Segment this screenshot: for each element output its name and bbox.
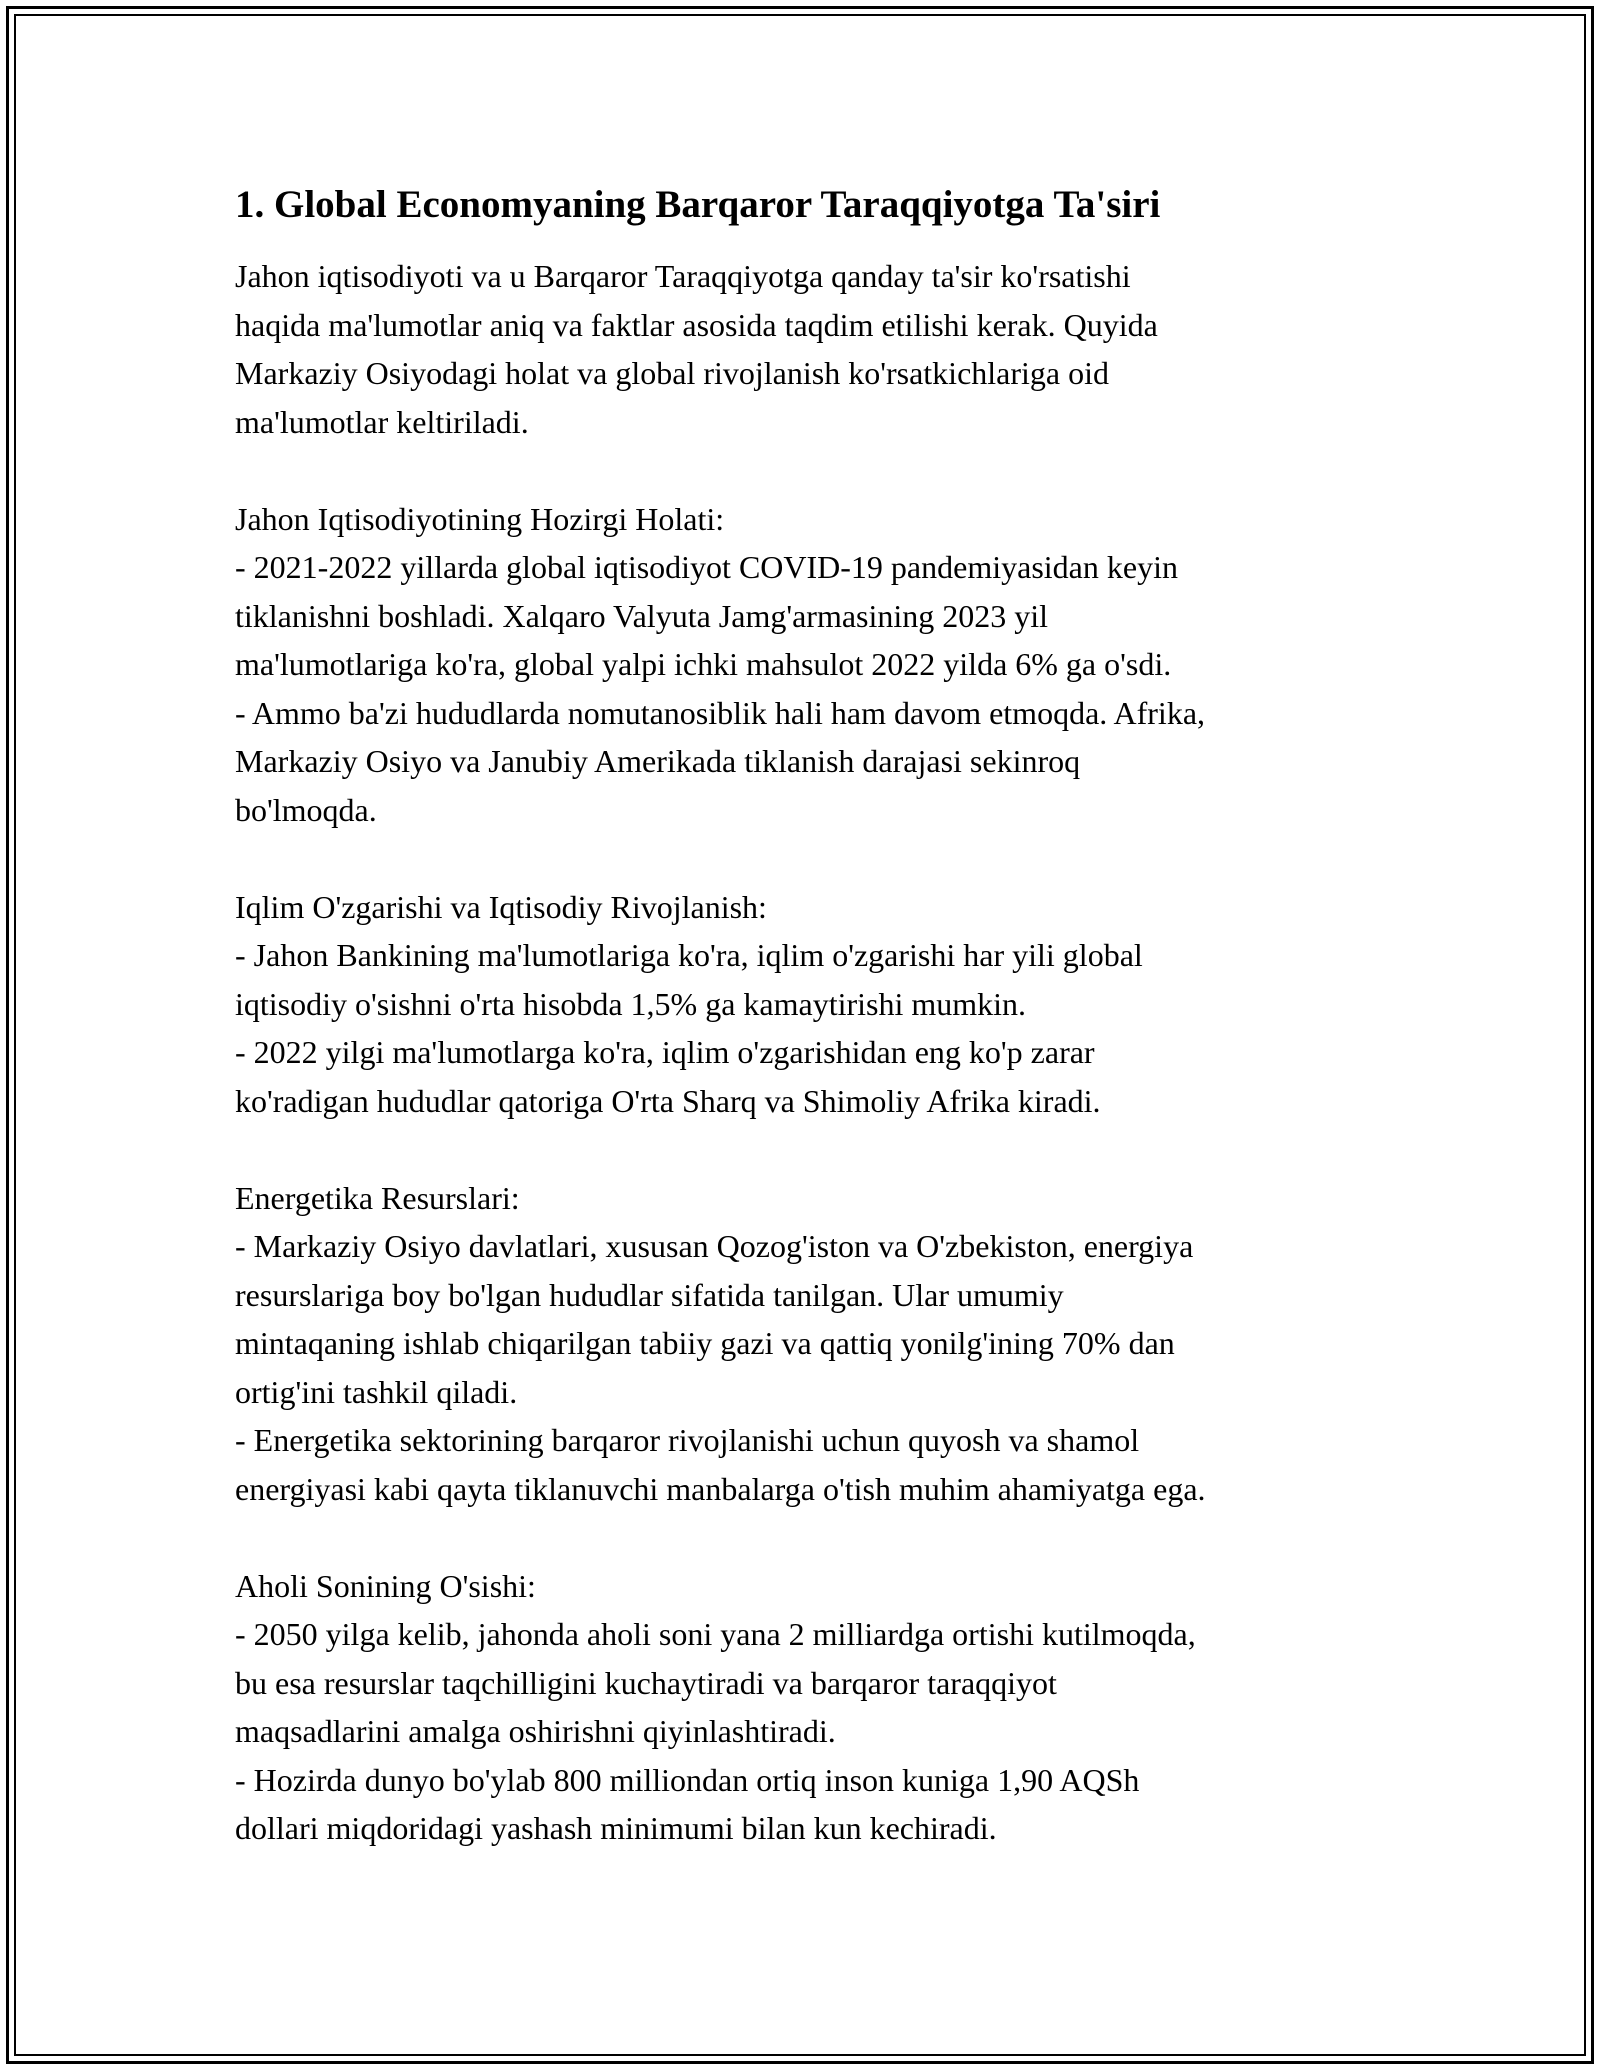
text-line: - Hozirda dunyo bo'ylab 800 milliondan ortiq inson kuniga 1,90 AQSh [235, 1761, 1140, 1798]
text-line: - Ammo ba'zi hududlarda nomutanosiblik hali ham davom etmoqda. Afrika, [235, 694, 1206, 731]
section-population [235, 1562, 1395, 1853]
text-line: Jahon iqtisodiyoti va u Barqaror Taraqqiyotga qanday ta'sir ko'rsatishi [235, 258, 1131, 294]
text-line: ma'lumotlariga ko'ra, global yalpi ichki mahsulot 2022 yilda 6% ga o'sdi. [235, 646, 1172, 682]
text-line: iqtisodiy o'sishni o'rta hisobda 1,5% ga kamaytirishi mumkin. [235, 985, 1027, 1022]
section-heading: Energetika Resurslari: [235, 1179, 520, 1216]
section-economy [235, 495, 1395, 835]
section-heading: Aholi Sonining O'sishi: [235, 1567, 536, 1604]
intro-paragraph [235, 252, 1395, 446]
text-line: resurslariga boy bo'lgan hududlar sifatida tanilgan. Ular umumiy [235, 1276, 1064, 1313]
paragraph-gap [235, 446, 1395, 495]
text-line: ortig'ini tashkil qiladi. [235, 1373, 518, 1410]
text-line: mintaqaning ishlab chiqarilgan tabiiy gazi va qattiq yonilg'ining 70% dan [235, 1325, 1175, 1361]
text-line: - Markaziy Osiyo davlatlari, xususan Qozog'iston va O'zbekiston, energiya [235, 1228, 1194, 1264]
section-climate [235, 883, 1395, 1126]
paragraph-gap [235, 1513, 1395, 1562]
text-line: ko'radigan hududlar qatoriga O'rta Sharq va Shimoliy Afrika kiradi. [235, 1082, 1101, 1119]
paragraph-gap [235, 1125, 1395, 1174]
section-heading: Iqlim O'zgarishi va Iqtisodiy Rivojlanish: [235, 888, 767, 925]
document-title: 1. Global Economyaning Barqaror Taraqqiyotga Ta'siri [235, 183, 1161, 226]
text-line: Markaziy Osiyodagi holat va global rivojlanish ko'rsatkichlariga oid [235, 355, 1109, 391]
text-line: - 2050 yilga kelib, jahonda aholi soni yana 2 milliardga ortishi kutilmoqda, [235, 1616, 1196, 1652]
text-line: - Energetika sektorining barqaror rivojlanishi uchun quyosh va shamol [235, 1422, 1140, 1458]
text-line: - 2021-2022 yillarda global iqtisodiyot COVID-19 pandemiyasidan keyin [235, 549, 1178, 585]
text-line: - 2022 yilgi ma'lumotlarga ko'ra, iqlim o'zgarishidan eng ko'p zarar [235, 1034, 1095, 1070]
text-line: - Jahon Bankining ma'lumotlariga ko'ra, iqlim o'zgarishi har yili global [235, 937, 1143, 973]
text-line: maqsadlarini amalga oshirishni qiyinlashtiradi. [235, 1713, 836, 1749]
text-line: haqida ma'lumotlar aniq va faktlar asosida taqdim etilishi kerak. Quyida [235, 306, 1158, 343]
text-line: bu esa resurslar taqchilligini kuchaytiradi va barqaror taraqqiyot [235, 1664, 1057, 1701]
text-line: dollari miqdoridagi yashash minimumi bilan kun kechiradi. [235, 1810, 997, 1846]
document-body [235, 180, 1395, 1853]
text-line: tiklanishni boshladi. Xalqaro Valyuta Jamg'armasining 2023 yil [235, 597, 1049, 634]
text-line: bo'lmoqda. [235, 791, 377, 828]
section-heading: Jahon Iqtisodiyotining Hozirgi Holati: [235, 500, 725, 537]
text-line: energiyasi kabi qayta tiklanuvchi manbalarga o'tish muhim ahamiyatga ega. [235, 1470, 1206, 1507]
text-line: Markaziy Osiyo va Janubiy Amerikada tiklanish darajasi sekinroq [235, 743, 1081, 779]
paragraph-gap [235, 834, 1395, 883]
text-line: ma'lumotlar keltiriladi. [235, 403, 529, 440]
section-energy [235, 1174, 1395, 1514]
